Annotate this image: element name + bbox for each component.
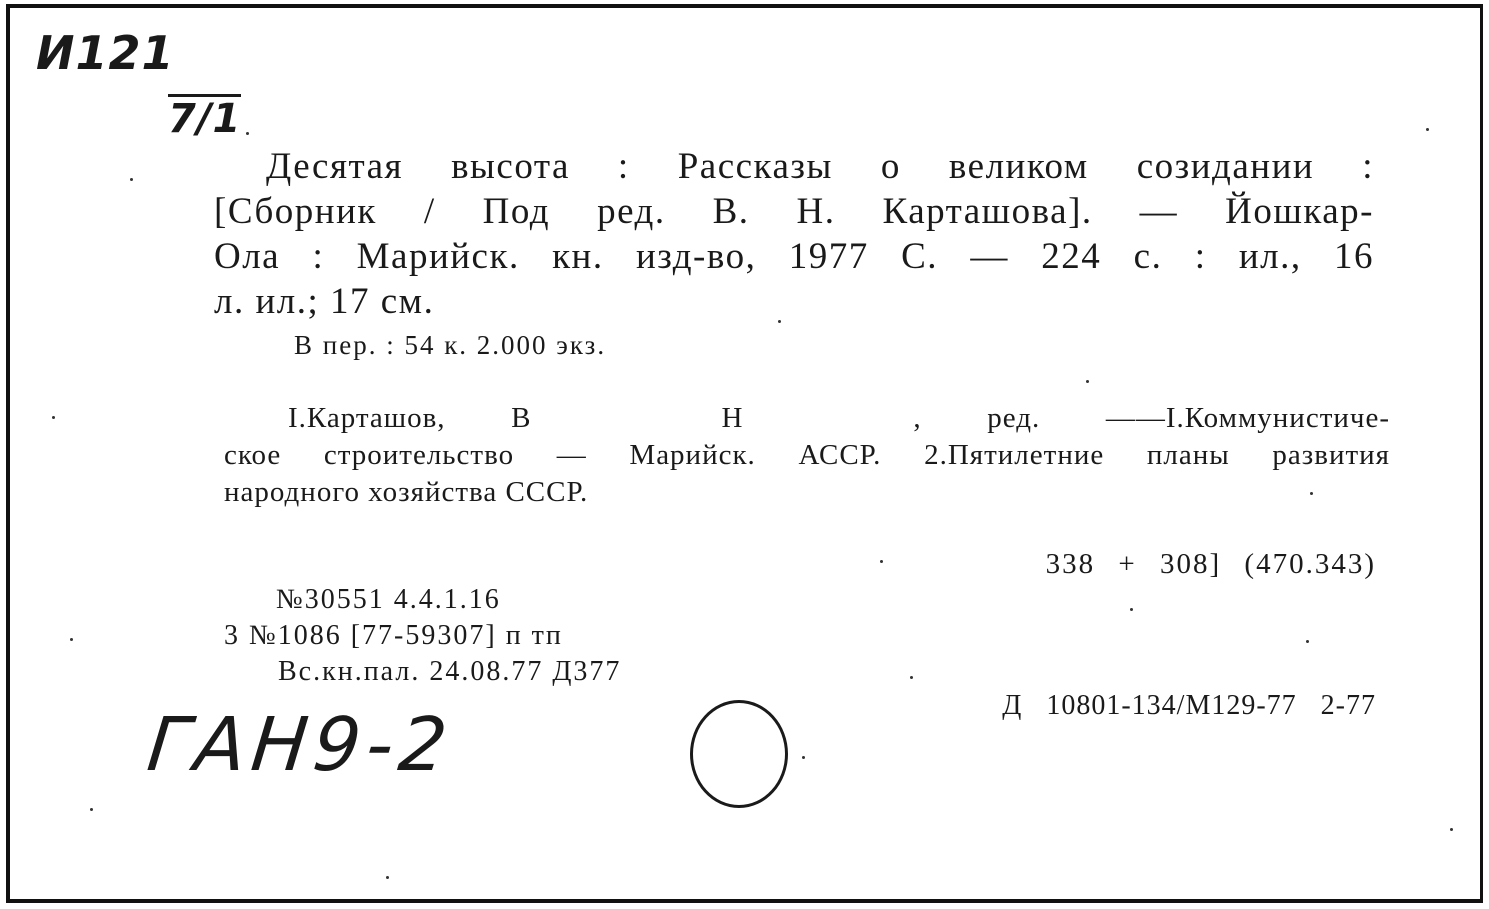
editor-name: I.Карташов, В [288,402,532,434]
print-speck [778,320,781,323]
print-speck [1450,828,1453,831]
card-punch-hole [690,700,788,808]
print-speck [90,808,93,811]
subject-line: ское строительство — Марийск. АССР. 2.Пятилетние планы развития [224,439,1390,471]
order-number: №30551 4.4.1.16 [276,584,501,615]
classification-code: 338 + 308] (470.343) [1045,548,1376,580]
subject-heading-1: , ред. ——I.Коммунистиче- [913,402,1391,434]
price-line: В пер. : 54 к. 2.000 экз. [294,330,607,360]
print-speck [1306,640,1309,643]
subject-headings [224,400,1390,511]
print-speck [880,560,883,563]
editor-initial: Н [721,402,744,434]
print-speck [1426,128,1429,131]
publisher-index-code: Д 10801-134/М129-77 2-77 [1002,690,1376,721]
shelfmark-sub: 7/1 [168,96,242,142]
print-speck [246,132,249,135]
title-line: [Сборник / Под ред. В. Н. Карташова]. — Йошкар- [214,191,1374,232]
title-line: Ола : Марийск. кн. изд-во, 1977 С. — 224 с. : ил., 16 [214,236,1374,277]
subject-line [224,400,1390,437]
print-speck [70,638,73,641]
title-line: л. ил.; 17 см. [214,281,435,322]
catalog-card [6,4,1483,903]
print-speck [910,676,913,679]
print-speck [386,876,389,879]
book-chamber-stamp: Вс.кн.пал. 24.08.77 Д377 [278,656,622,687]
shelfmark-handwritten [36,26,242,142]
title-line: Десятая высота : Рассказы о великом созидании : [266,146,1374,187]
print-speck [802,756,805,759]
print-speck [1086,380,1089,383]
bibliographic-description [214,144,1374,324]
registration-number: 3 №1086 [77-59307] п тп [224,620,563,651]
shelfmark-main: И121 [36,26,175,80]
print-speck [130,178,133,181]
print-speck [52,416,55,419]
handwritten-archive-code: ГАН9-2 [143,702,457,788]
print-speck [1130,608,1133,611]
subject-line: народного хозяйства СССР. [224,476,589,508]
print-speck [1310,492,1313,495]
